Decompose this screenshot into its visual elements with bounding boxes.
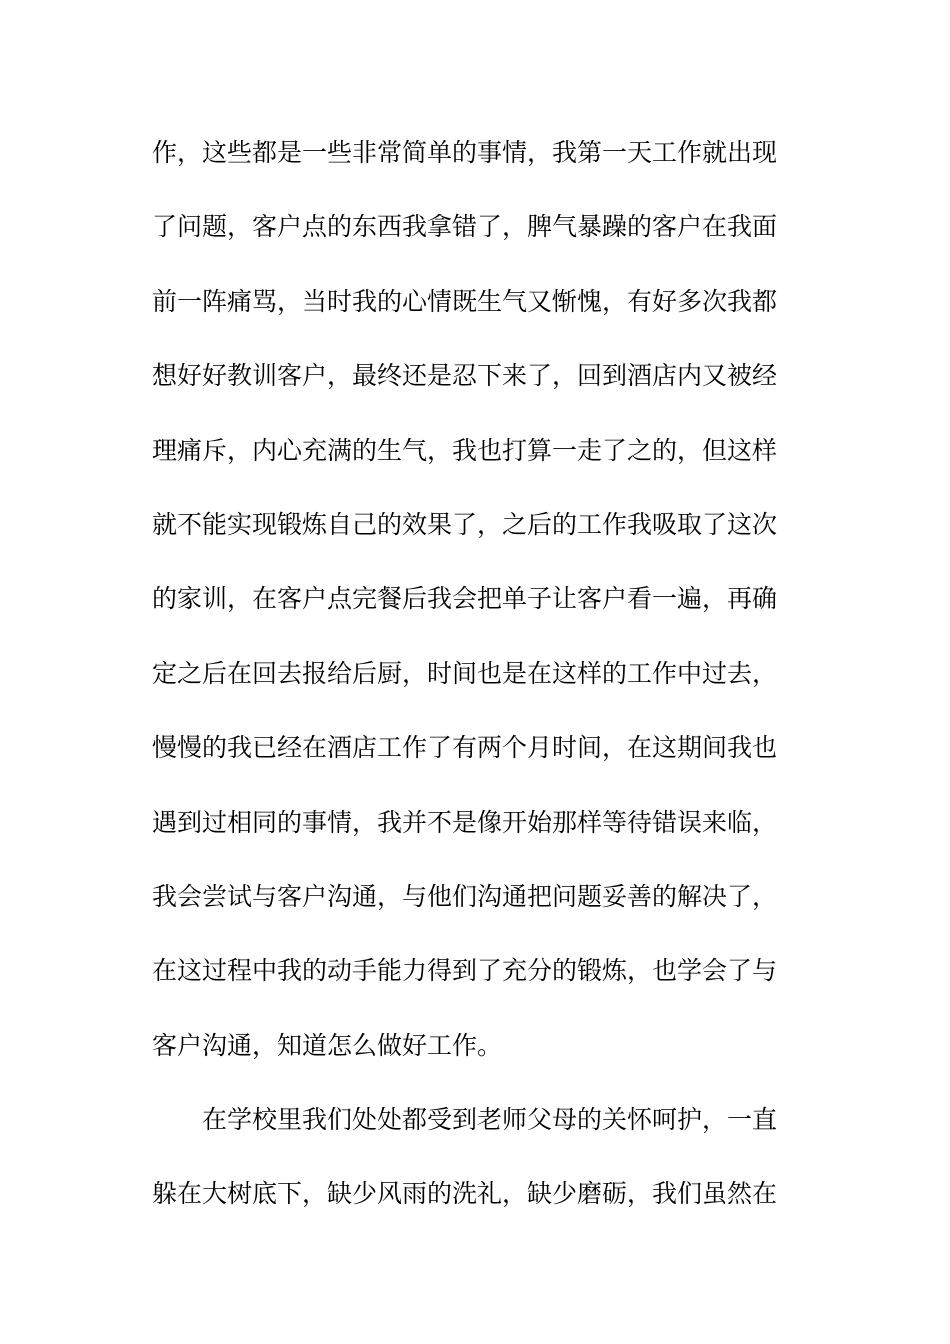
text-line-indented: 在学校里我们处处都受到老师父母的关怀呵护，一直 <box>202 1105 778 1135</box>
text-line: 慢慢的我已经在酒店工作了有两个月时间，在这期间我也 <box>152 733 778 763</box>
text-line: 客户沟通，知道怎么做好工作。 <box>152 1030 503 1060</box>
text-line: 想好好教训客户，最终还是忍下来了，回到酒店内又被经 <box>152 361 778 391</box>
body-text <box>152 128 792 1244</box>
text-line: 躲在大树底下，缺少风雨的洗礼，缺少磨砺，我们虽然在 <box>152 1179 778 1209</box>
text-line: 前一阵痛骂，当时我的心情既生气又惭愧，有好多次我都 <box>152 286 778 316</box>
text-line: 我会尝试与客户沟通，与他们沟通把问题妥善的解决了， <box>152 881 778 911</box>
text-line: 遇到过相同的事情，我并不是像开始那样等待错误来临， <box>152 807 778 837</box>
text-line: 作，这些都是一些非常简单的事情，我第一天工作就出现 <box>152 138 778 167</box>
text-line: 理痛斥，内心充满的生气，我也打算一走了之的，但这样 <box>152 435 778 465</box>
text-line: 就不能实现锻炼自己的效果了，之后的工作我吸取了这次 <box>152 509 778 539</box>
text-line: 在这过程中我的动手能力得到了充分的锻炼，也学会了与 <box>152 956 778 986</box>
text-line: 了问题，客户点的东西我拿错了，脾气暴躁的客户在我面 <box>152 212 778 242</box>
text-line: 的家训，在客户点完餐后我会把单子让客户看一遍，再确 <box>152 584 778 614</box>
text-line: 定之后在回去报给后厨，时间也是在这样的工作中过去， <box>152 658 778 688</box>
